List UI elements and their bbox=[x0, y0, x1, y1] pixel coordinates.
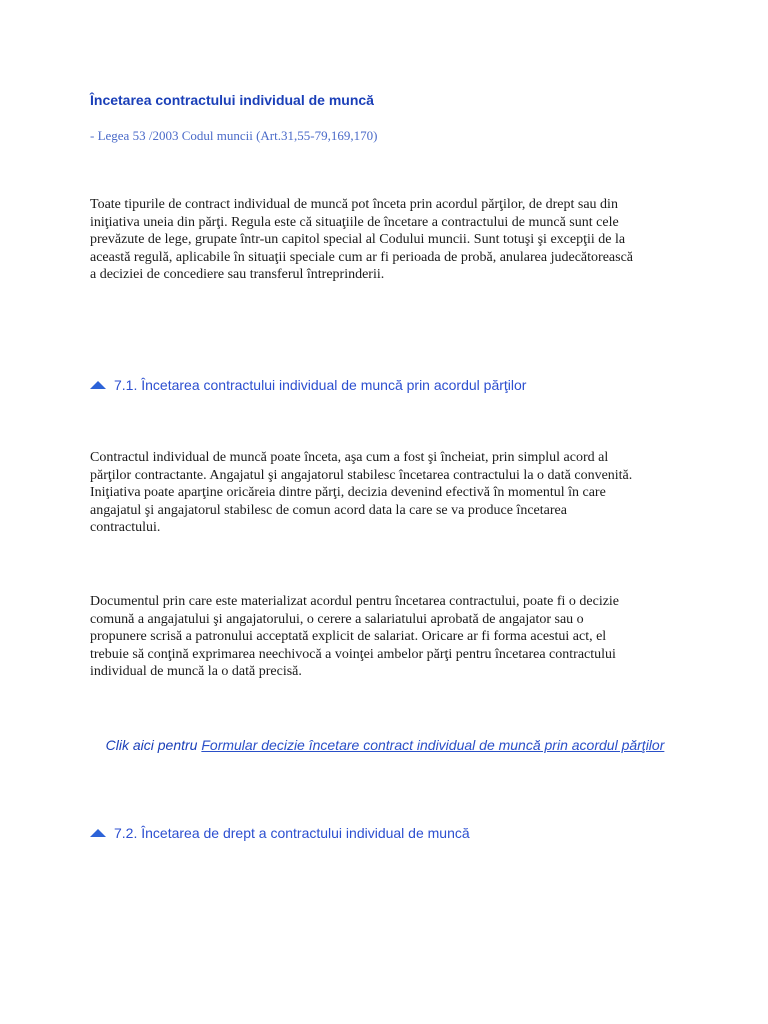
law-reference: - Legea 53 /2003 Codul muncii (Art.31,55-79,169,170) bbox=[90, 128, 378, 143]
section-heading-7-2 bbox=[90, 825, 470, 841]
paragraph-line: propunere scrisă a patronului acceptată explicit de salariat. Oricare ar fi forma acestui act, el bbox=[90, 629, 607, 645]
paragraph-line: trebuie să conţină exprimarea neechivocă a voinţei ambelor părţi pentru încetarea contractului bbox=[90, 646, 616, 662]
cta-prefix: Clik aici pentru bbox=[105, 737, 198, 753]
arrow-up-icon[interactable] bbox=[90, 381, 106, 389]
paragraph-line: individual de muncă la o dată precisă. bbox=[90, 664, 302, 680]
paragraph-line: Documentul prin care este materializat acordul pentru încetarea contractului, poate fi o decizie bbox=[90, 594, 620, 609]
page-title: Încetarea contractului individual de muncă bbox=[90, 92, 374, 108]
section-heading-7-1 bbox=[90, 377, 526, 393]
form-link-callout bbox=[90, 736, 680, 755]
paragraph-line: angajatul şi angajatorul stabilesc de comun acord data la care se va produce încetarea bbox=[90, 502, 567, 518]
paragraph-line: iniţiativa uneia din părţi. Regula este că situaţiile de încetare a contractului de muncă sunt cele bbox=[90, 214, 619, 230]
paragraph-line: prevăzute de lege, grupate într-un capitol special al Codului muncii. Sunt totuşi şi excepţii de la bbox=[90, 232, 626, 248]
section-heading-text: 7.2. Încetarea de drept a contractului individual de muncă bbox=[114, 825, 470, 841]
paragraph-line: Iniţiativa poate aparţine oricăreia dintre părţi, decizia devenind efectivă în momentul în care bbox=[90, 485, 606, 501]
paragraph-line: părţilor contractante. Angajatul şi angajatorul stabilesc încetarea contractului la o dată convenită. bbox=[90, 467, 633, 483]
paragraph-line: Contractul individual de muncă poate înceta, aşa cum a fost şi încheiat, prin simplul acord al bbox=[90, 450, 609, 465]
paragraph-line: comună a angajatului şi angajatorului, o cerere a salariatului aprobată de angajator sau o bbox=[90, 611, 584, 627]
paragraph-line: a deciziei de concediere sau transferul întreprinderii. bbox=[90, 267, 385, 283]
agreement-paragraph bbox=[90, 449, 690, 537]
intro-paragraph bbox=[90, 196, 690, 284]
form-link[interactable]: Formular decizie încetare contract individual de muncă prin acordul părţilor bbox=[201, 737, 665, 753]
paragraph-line: această regulă, aplicabile în situaţii speciale cum ar fi perioada de probă, anularea judecătorească bbox=[90, 249, 633, 265]
paragraph-line: Toate tipurile de contract individual de muncă pot înceta prin acordul părţilor, de drept sau din bbox=[90, 197, 618, 212]
paragraph-line: contractului. bbox=[90, 520, 161, 536]
document-paragraph bbox=[90, 593, 690, 681]
section-heading-text: 7.1. Încetarea contractului individual de muncă prin acordul părţilor bbox=[114, 377, 527, 393]
arrow-up-icon[interactable] bbox=[90, 829, 106, 837]
